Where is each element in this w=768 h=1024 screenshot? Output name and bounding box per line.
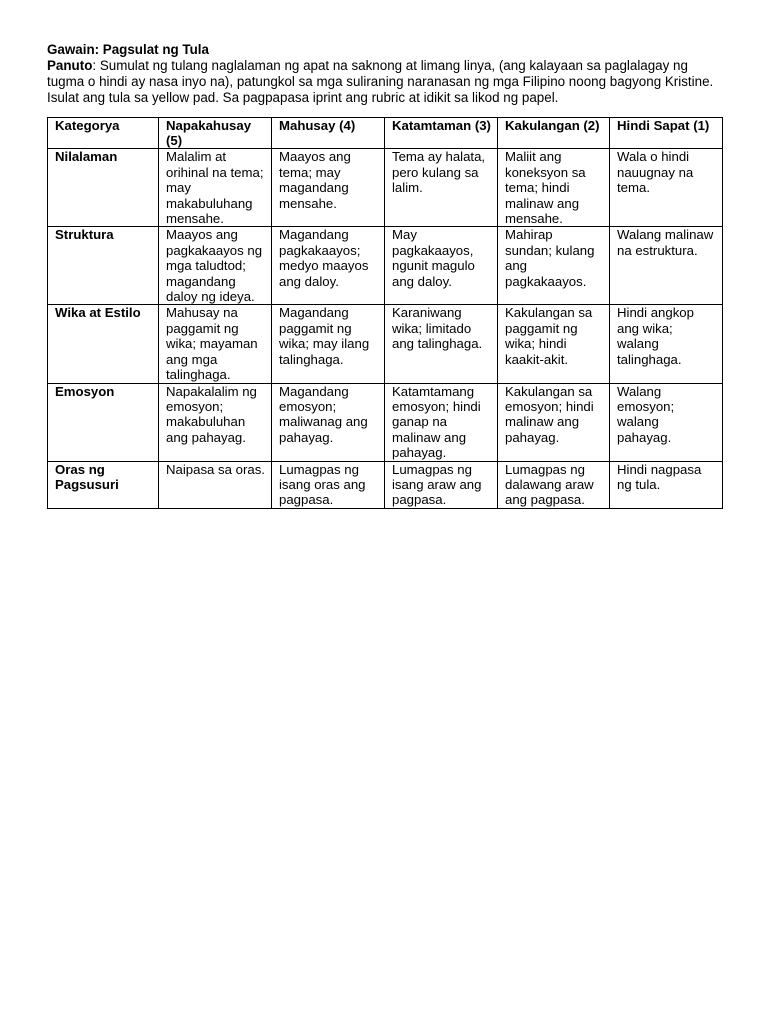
header-napakahusay: Napakahusay (5) xyxy=(159,117,272,149)
criteria-cell: Lumagpas ng isang araw ang pagpasa. xyxy=(385,461,498,508)
header-hindi-sapat: Hindi Sapat (1) xyxy=(610,117,723,149)
criteria-cell: Hindi nagpasa ng tula. xyxy=(610,461,723,508)
rubric-row-emosyon xyxy=(48,383,723,461)
criteria-cell: Magandang pagkakaayos; medyo maayos ang daloy. xyxy=(272,227,385,305)
criteria-cell: Napakalalim ng emosyon; makabuluhan ang pahayag. xyxy=(159,383,272,461)
criteria-cell: Magandang paggamit ng wika; may ilang talinghaga. xyxy=(272,305,385,383)
criteria-cell: Karaniwang wika; limitado ang talinghaga. xyxy=(385,305,498,383)
criteria-cell: Maayos ang tema; may magandang mensahe. xyxy=(272,149,385,227)
criteria-cell: Maliit ang koneksyon sa tema; hindi malinaw ang mensahe. xyxy=(498,149,610,227)
header-kakulangan: Kakulangan (2) xyxy=(498,117,610,149)
rubric-row-struktura xyxy=(48,227,723,305)
criteria-cell: Mahirap sundan; kulang ang pagkakaayos. xyxy=(498,227,610,305)
criteria-cell: Tema ay halata, pero kulang sa lalim. xyxy=(385,149,498,227)
header-katamtaman: Katamtaman (3) xyxy=(385,117,498,149)
document-title: Gawain: Pagsulat ng Tula xyxy=(47,42,209,57)
criteria-cell: Walang malinaw na estruktura. xyxy=(610,227,723,305)
criteria-cell: Hindi angkop ang wika; walang talinghaga. xyxy=(610,305,723,383)
instructions-label: Panuto xyxy=(47,58,93,73)
criteria-cell: Lumagpas ng isang oras ang pagpasa. xyxy=(272,461,385,508)
rubric-table xyxy=(47,117,723,509)
criteria-cell: Kakulangan sa emosyon; hindi malinaw ang pahayag. xyxy=(498,383,610,461)
criteria-cell: Katamtamang emosyon; hindi ganap na malinaw ang pahayag. xyxy=(385,383,498,461)
category-cell: Wika at Estilo xyxy=(48,305,159,383)
criteria-cell: Maayos ang pagkakaayos ng mga taludtod; magandang daloy ng ideya. xyxy=(159,227,272,305)
category-cell: Emosyon xyxy=(48,383,159,461)
category-cell: Oras ng Pagsusuri xyxy=(48,461,159,508)
instructions-paragraph xyxy=(47,58,722,107)
header-kategorya: Kategorya xyxy=(48,117,159,149)
rubric-header-row xyxy=(48,117,723,149)
criteria-cell: Malalim at orihinal na tema; may makabuluhang mensahe. xyxy=(159,149,272,227)
instructions-text: : Sumulat ng tulang naglalaman ng apat na saknong at limang linya, (ang kalayaan sa paglalagay ng tugma o hindi ay nasa inyo na), patungkol sa mga suliraning naranasan ng mga Filipino noong bagyong Kristine. Isulat ang tula sa yellow pad. Sa pagpapasa iprint ang rubric at idikit sa likod ng papel. xyxy=(47,58,714,106)
criteria-cell: Kakulangan sa paggamit ng wika; hindi kaakit-akit. xyxy=(498,305,610,383)
criteria-cell: Walang emosyon; walang pahayag. xyxy=(610,383,723,461)
criteria-cell: Mahusay na paggamit ng wika; mayaman ang mga talinghaga. xyxy=(159,305,272,383)
criteria-cell: Wala o hindi nauugnay na tema. xyxy=(610,149,723,227)
category-cell: Struktura xyxy=(48,227,159,305)
document-page xyxy=(47,42,722,509)
criteria-cell: Magandang emosyon; maliwanag ang pahayag. xyxy=(272,383,385,461)
criteria-cell: Naipasa sa oras. xyxy=(159,461,272,508)
criteria-cell: May pagkakaayos, ngunit magulo ang daloy. xyxy=(385,227,498,305)
category-cell: Nilalaman xyxy=(48,149,159,227)
header-mahusay: Mahusay (4) xyxy=(272,117,385,149)
rubric-row-wika-at-estilo xyxy=(48,305,723,383)
rubric-row-nilalaman xyxy=(48,149,723,227)
criteria-cell: Lumagpas ng dalawang araw ang pagpasa. xyxy=(498,461,610,508)
rubric-row-oras-ng-pagsusuri xyxy=(48,461,723,508)
